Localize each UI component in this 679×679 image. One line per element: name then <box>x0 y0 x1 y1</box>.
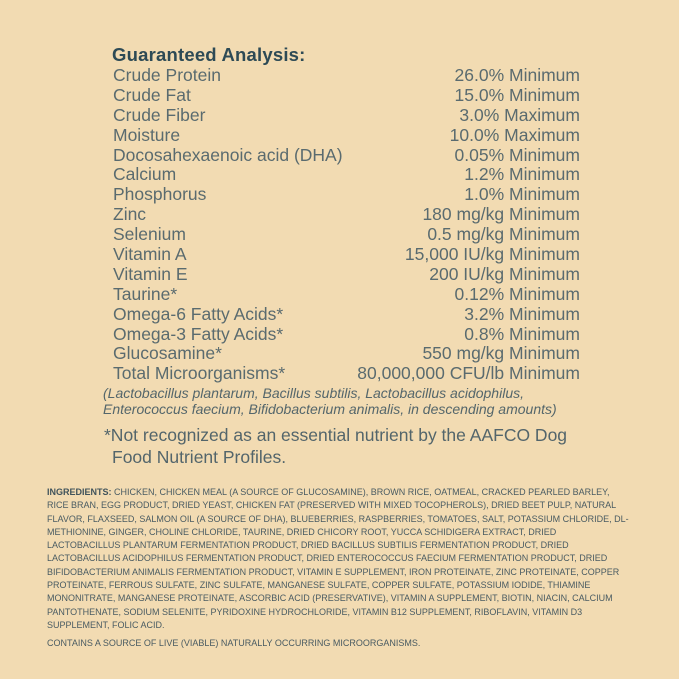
aafco-footnote <box>104 425 567 468</box>
nutrient-name: Vitamin A <box>113 244 187 265</box>
microorganisms-note <box>103 386 557 417</box>
aafco-footnote-line: Food Nutrient Profiles. <box>112 446 287 467</box>
nutrient-name: Omega-6 Fatty Acids* <box>113 303 284 324</box>
nutrient-name: Glucosamine* <box>113 343 222 364</box>
nutrient-row <box>113 265 580 285</box>
nutrient-name: Total Microorganisms* <box>113 363 286 384</box>
nutrient-name: Selenium <box>113 224 186 245</box>
nutrient-name: Crude Protein <box>113 65 221 85</box>
nutrient-name: Omega-3 Fatty Acids* <box>113 323 284 344</box>
nutrient-row <box>113 106 580 126</box>
aafco-footnote-line: *Not recognized as an essential nutrient by the AAFCO Dog <box>104 425 568 445</box>
nutrient-value: 0.05% Minimum <box>454 144 580 165</box>
nutrient-value: 550 mg/kg Minimum <box>422 343 580 364</box>
nutrient-value: 3.0% Maximum <box>459 104 580 125</box>
nutrient-value: 15.0% Minimum <box>454 84 580 105</box>
nutrient-name: Moisture <box>113 124 181 145</box>
nutrient-name: Zinc <box>113 204 147 225</box>
contains-note: CONTAINS A SOURCE OF LIVE (VIABLE) NATURALLY OCCURRING MICROORGANISMS. <box>47 638 421 648</box>
nutrient-name: Crude Fat <box>113 84 191 105</box>
nutrient-row <box>113 205 580 225</box>
nutrient-row <box>113 146 580 166</box>
nutrient-value: 15,000 IU/kg Minimum <box>404 244 580 265</box>
nutrient-row <box>113 325 580 345</box>
nutrient-row <box>113 305 580 325</box>
nutrient-row <box>113 364 580 384</box>
nutrient-value: 1.2% Minimum <box>464 164 580 185</box>
ingredients-paragraph <box>47 486 632 632</box>
nutrient-row <box>113 165 580 185</box>
guaranteed-analysis-title: Guaranteed Analysis: <box>112 44 306 65</box>
nutrient-value: 10.0% Maximum <box>449 124 580 145</box>
nutrient-name: Docosahexaenoic acid (DHA) <box>113 144 343 165</box>
nutrient-value: 200 IU/kg Minimum <box>429 263 580 284</box>
nutrient-name: Taurine* <box>113 283 178 304</box>
nutrient-value: 1.0% Minimum <box>464 184 580 205</box>
nutrient-value: 26.0% Minimum <box>454 65 580 85</box>
nutrient-name: Phosphorus <box>113 184 207 205</box>
microorganisms-note-line: (Lactobacillus plantarum, Bacillus subtilis, Lactobacillus acidophilus, <box>103 385 524 401</box>
nutrient-row <box>113 245 580 265</box>
nutrient-row <box>113 344 580 364</box>
nutrient-value: 80,000,000 CFU/lb Minimum <box>357 363 580 384</box>
nutrient-value: 0.8% Minimum <box>464 323 580 344</box>
ingredients-label: INGREDIENTS: <box>47 487 112 497</box>
ingredients-text: CHICKEN, CHICKEN MEAL (A SOURCE OF GLUCOSAMINE), BROWN RICE, OATMEAL, CRACKED PEARLED BARLEY, RICE BRAN, EGG PRODUCT, DRIED YEAST, CHICKEN FAT (PRESERVED WITH MIXED TOCOPHEROLS), DRIED BEET PULP, NATURAL FLAVOR, FLAXSEED, SALMON OIL (A SOURCE OF DHA), BLUEBERRIES, RASPBERRIES, TOMATOES, SALT, POTASSIUM CHLORIDE, DL-METHIONINE, GINGER, CHOLINE CHLORIDE, TAURINE, DRIED CHICORY ROOT, YUCCA SCHIDIGERA EXTRACT, DRIED LACTOBACILLUS PLANTARUM FERMENTATION PRODUCT, DRIED BACILLUS SUBTILIS FERMENTATION PRODUCT, DRIED LACTOBACILLUS ACIDOPHILUS FERMENTATION PRODUCT, DRIED ENTEROCOCCUS FAECIUM FERMENTATION PRODUCT, DRIED BIFIDOBACTERIUM ANIMALIS FERMENTATION PRODUCT, VITAMIN E SUPPLEMENT, IRON PROTEINATE, ZINC PROTEINATE, COPPER PROTEINATE, FERROUS SULFATE, ZINC SULFATE, MANGANESE SULFATE, COPPER SULFATE, POTASSIUM IODIDE, THIAMINE MONONITRATE, MANGANESE PROTEINATE, ASCORBIC ACID (PRESERVATIVE), VITAMIN A SUPPLEMENT, BIOTIN, NIACIN, CALCIUM PANTOTHENATE, SODIUM SELENITE, PYRIDOXINE HYDROCHLORIDE, VITAMIN B12 SUPPLEMENT, RIBOFLAVIN, VITAMIN D3 SUPPLEMENT, FOLIC ACID. <box>47 487 629 630</box>
nutrient-row <box>113 225 580 245</box>
nutrient-value: 0.12% Minimum <box>454 283 580 304</box>
nutrient-value: 180 mg/kg Minimum <box>422 204 580 225</box>
nutrient-row <box>113 66 580 86</box>
nutrient-row <box>113 126 580 146</box>
nutrient-row <box>113 185 580 205</box>
nutrient-name: Vitamin E <box>113 263 188 284</box>
nutrient-value: 3.2% Minimum <box>464 303 580 324</box>
nutrient-name: Crude Fiber <box>113 104 206 125</box>
nutrient-row <box>113 285 580 305</box>
microorganisms-note-line: Enterococcus faecium, Bifidobacterium animalis, in descending amounts) <box>103 400 557 417</box>
guaranteed-analysis-table <box>113 66 580 384</box>
nutrient-value: 0.5 mg/kg Minimum <box>427 224 580 245</box>
nutrient-name: Calcium <box>113 164 177 185</box>
nutrient-row <box>113 86 580 106</box>
